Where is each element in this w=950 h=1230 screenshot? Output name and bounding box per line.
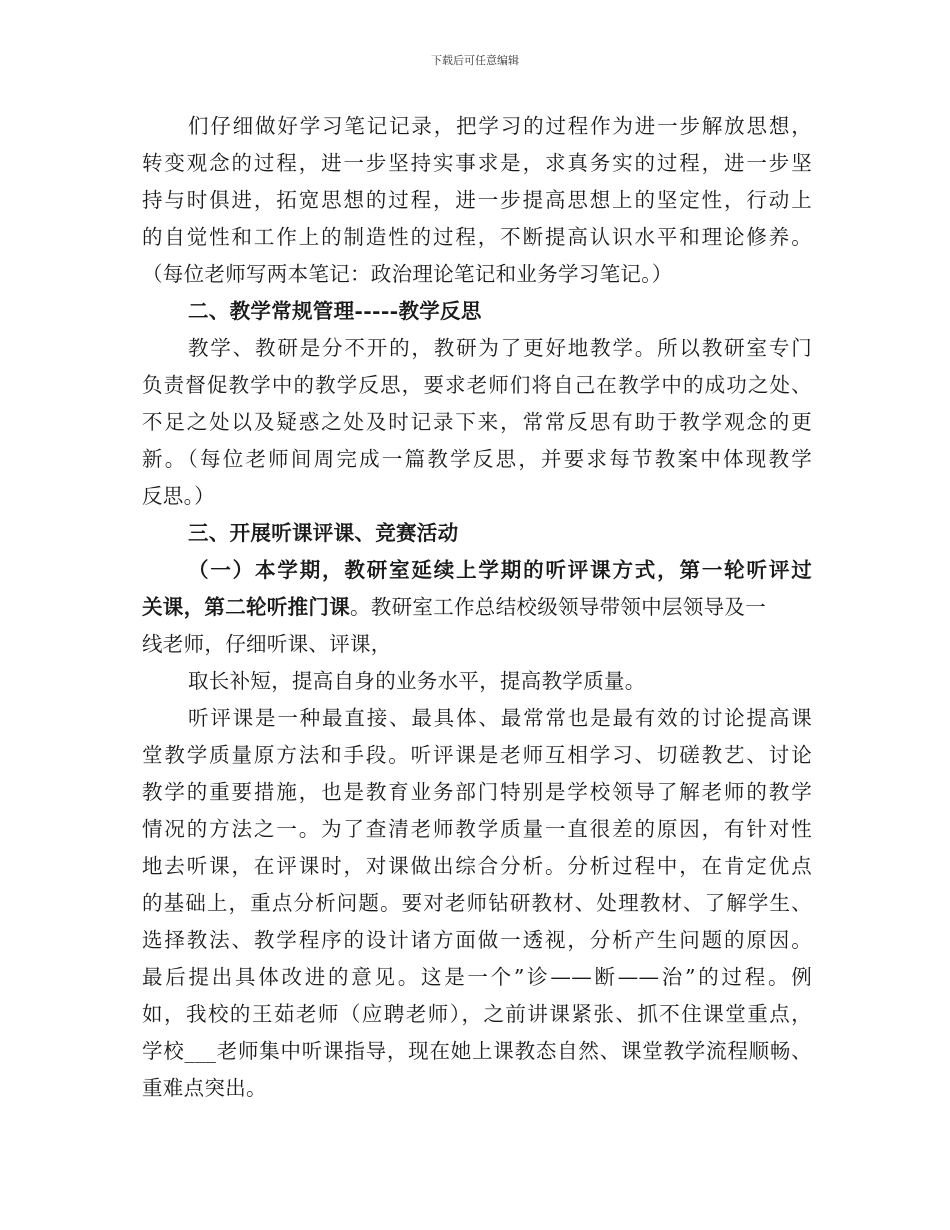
paragraph-line: 负责督促教学中的教学反思，要求老师们将自己在教学中的成功之处、 (142, 373, 812, 397)
page-header: 下载后可任意编辑 (431, 54, 519, 67)
paragraph-line: 取长补短，提高自身的业务水平，提高教学质量。 (188, 669, 646, 693)
paragraph-line: 地去听课，在评课时，对课做出综合分析。分析过程中，在肯定优点 (142, 854, 812, 878)
paragraph-line: 最后提出具体改进的意见。这是一个”诊——断——治”的过程。例 (142, 965, 812, 989)
paragraph-line: 教学的重要措施，也是教育业务部门特别是学校领导了解老师的教学 (142, 780, 812, 804)
paragraph-line: 们仔细做好学习笔记记录，把学习的过程作为进一步解放思想， (188, 114, 812, 138)
subsection-heading: （一）本学期，教研室延续上学期的听评课方式，第一轮听评过 (188, 558, 812, 582)
paragraph-line: 堂教学质量原方法和手段。听评课是老师互相学习、切磋教艺、讨论 (142, 743, 812, 767)
paragraph-line: 教学、教研是分不开的，教研为了更好地教学。所以教研室专门 (188, 336, 812, 360)
paragraph-line: 不足之处以及疑惑之处及时记录下来，常常反思有助于教学观念的更 (142, 410, 812, 434)
paragraph-line: 重难点突出。 (142, 1076, 267, 1100)
paragraph-line: 转变观念的过程，进一步坚持实事求是，求真务实的过程，进一步坚 (142, 151, 812, 175)
paragraph-line: （每位老师写两本笔记：政治理论笔记和业务学习笔记。） (142, 262, 673, 286)
paragraph-line: 听评课是一种最直接、最具体、最常常也是最有效的讨论提高课 (188, 706, 812, 730)
paragraph-line: 反思。） (142, 484, 215, 508)
paragraph-line: 情况的方法之一。为了查清老师教学质量一直很差的原因，有针对性 (142, 817, 812, 841)
paragraph-line-mixed (142, 589, 812, 626)
paragraph-line: 选择教法、教学程序的设计诸方面做一透视，分析产生问题的原因。 (142, 928, 812, 952)
paragraph-line: 学校___老师集中听课指导，现在她上课教态自然、课堂教学流程顺畅、 (142, 1039, 812, 1063)
paragraph-line: 线老师，仔细听课、评课， (142, 632, 392, 656)
document-body (142, 108, 812, 1107)
paragraph-line: 新。（每位老师间周完成一篇教学反思，并要求每节教案中体现教学 (142, 447, 812, 471)
paragraph-line: 的基础上，重点分析问题。要对老师钻研教材、处理教材、了解学生、 (142, 891, 812, 915)
paragraph-line: 如，我校的王茹老师（应聘老师），之前讲课紧张、抓不住课堂重点， (142, 1002, 812, 1026)
paragraph-text: 。教研室工作总结校级领导带领中层领导及一 (350, 595, 766, 619)
paragraph-line: 的自觉性和工作上的制造性的过程，不断提高认识水平和理论修养。 (142, 225, 812, 249)
paragraph-line: 持与时俱进，拓宽思想的过程，进一步提高思想上的坚定性，行动上 (142, 188, 812, 212)
subsection-heading-continued: 关课，第二轮听推门课 (142, 595, 350, 619)
section-heading: 二、教学常规管理-----教学反思 (188, 299, 482, 323)
section-heading: 三、开展听课评课、竞赛活动 (188, 521, 459, 545)
